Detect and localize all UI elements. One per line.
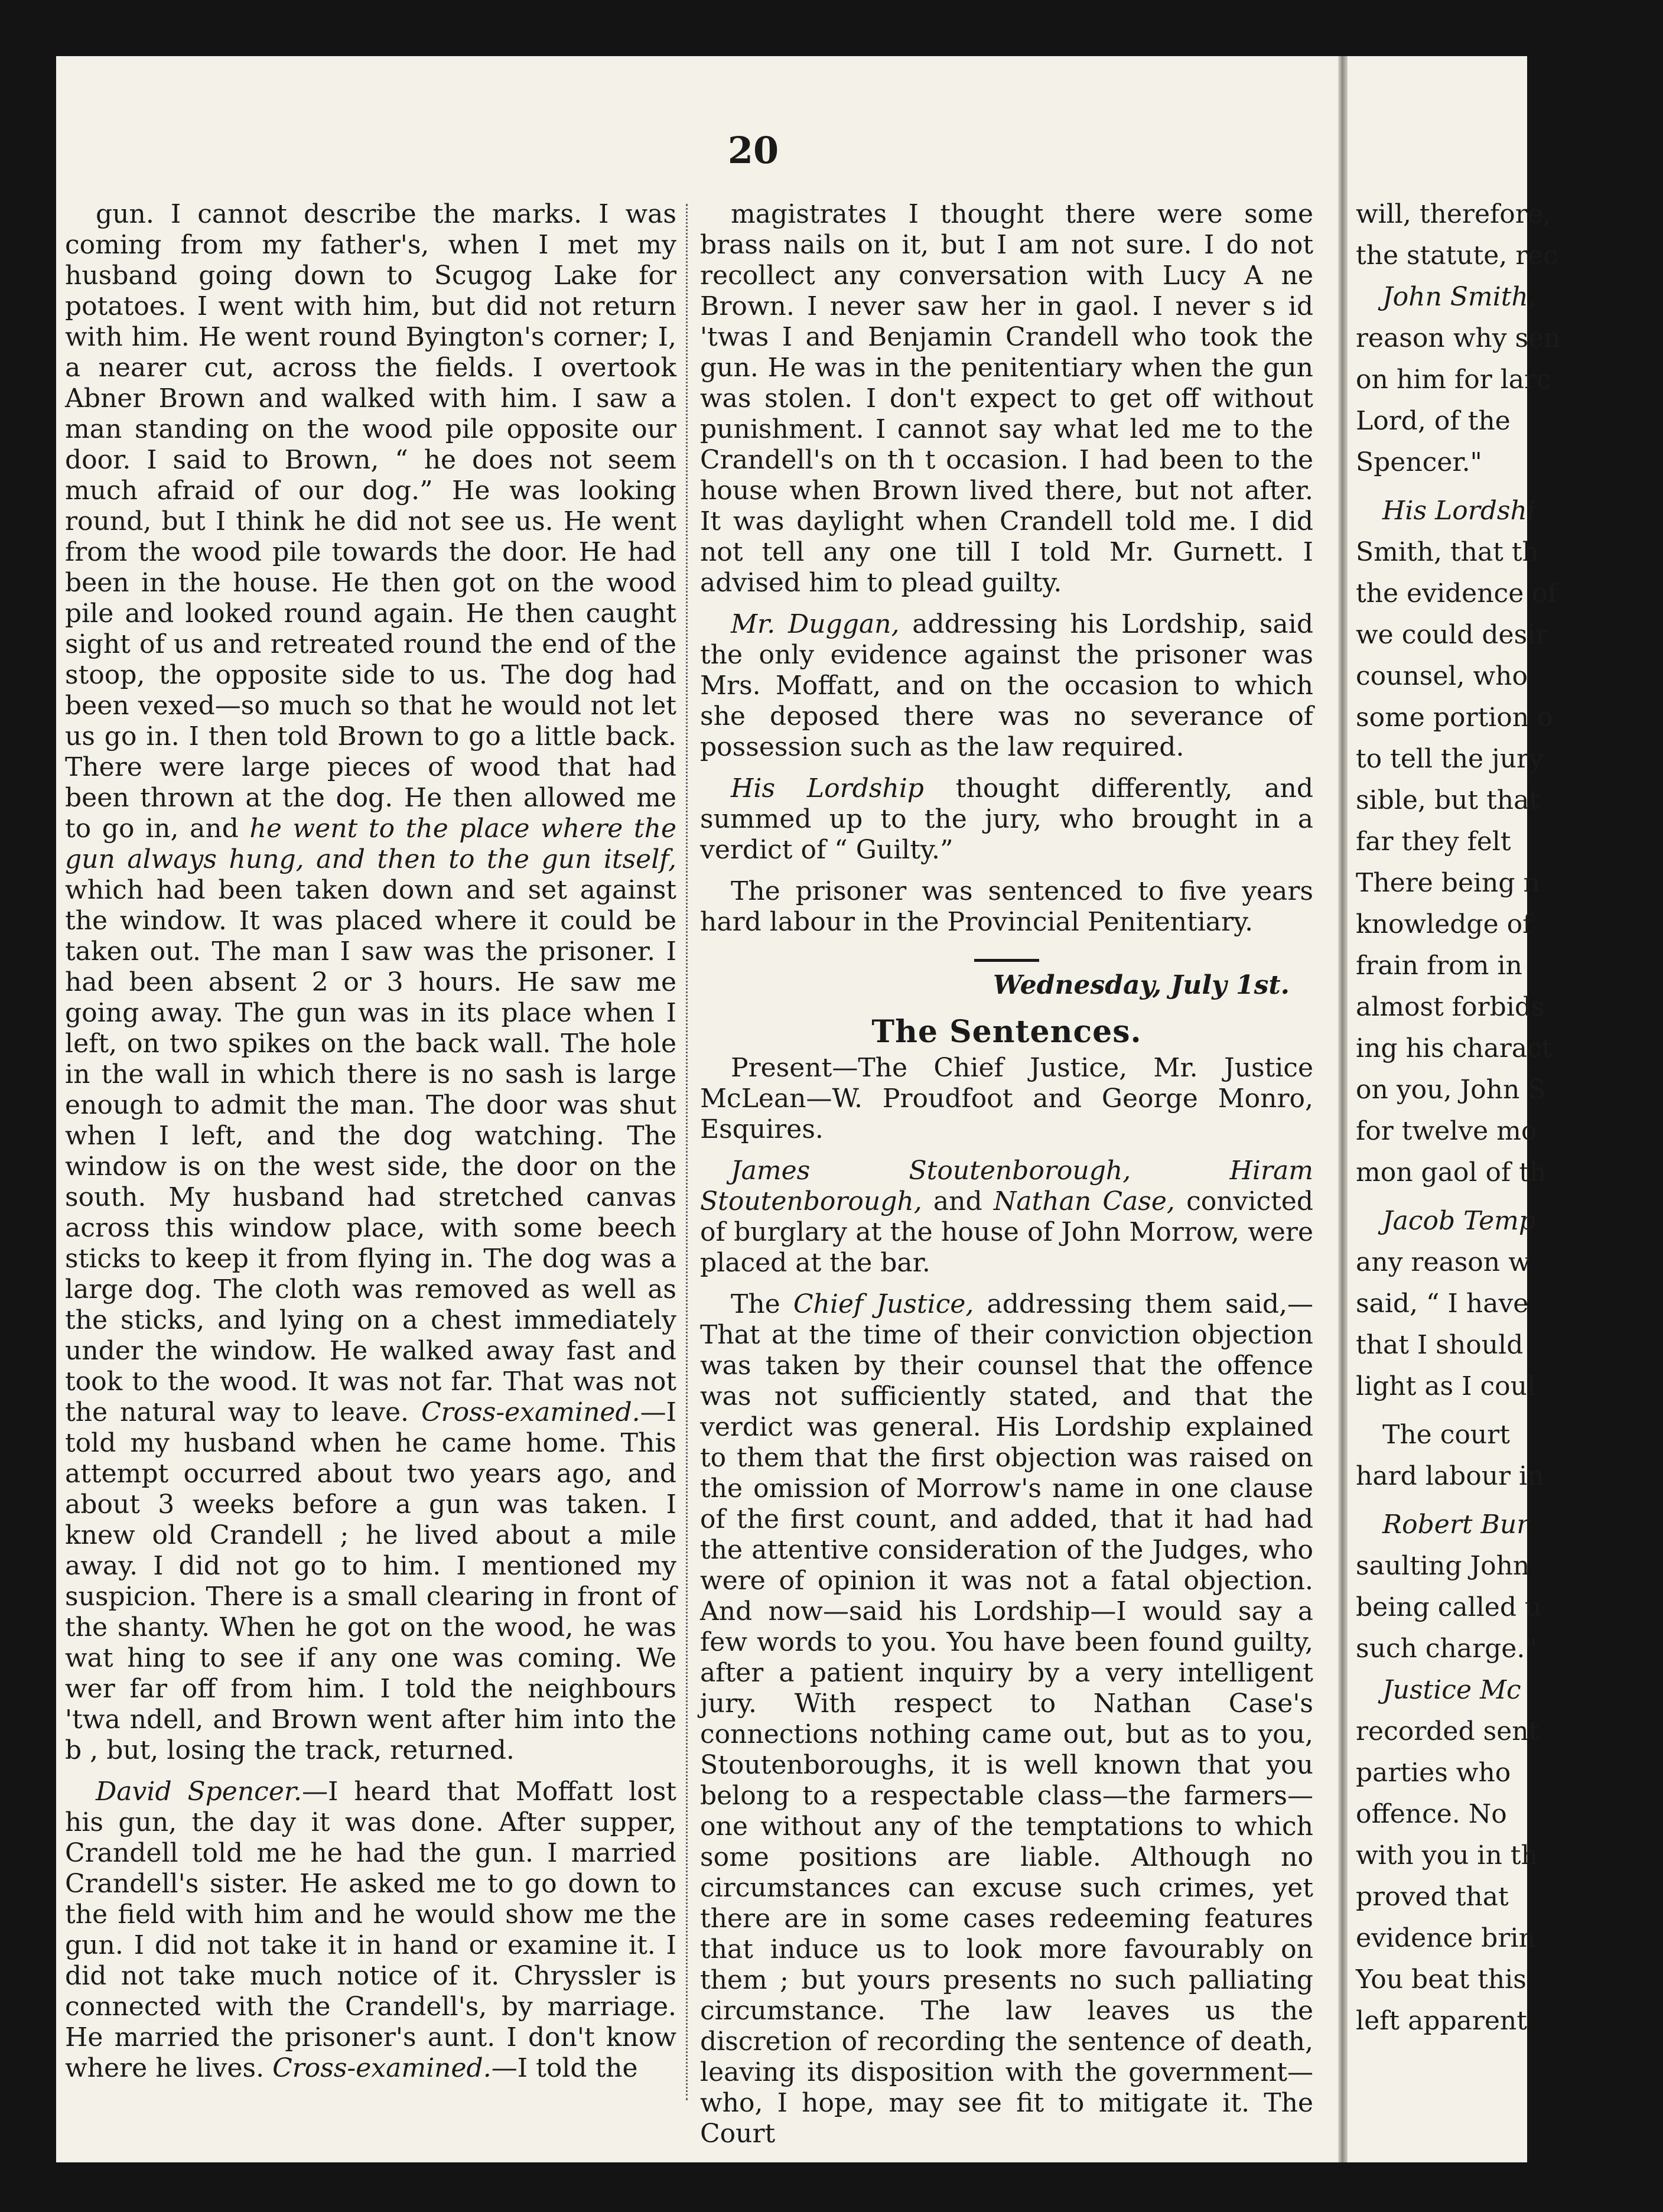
text-line: some portion o — [1356, 702, 1553, 733]
column-left — [65, 199, 676, 2107]
text-line: on you, John S — [1356, 1075, 1546, 1105]
text-line: sible, but that — [1356, 785, 1540, 815]
newspaper-page — [56, 56, 1561, 2162]
column-left-text — [65, 199, 676, 2084]
text-line: left apparent — [1356, 2006, 1527, 2036]
column-middle — [700, 199, 1313, 2149]
text-line: ing his charact — [1356, 1033, 1553, 1063]
text-line: The court — [1382, 1420, 1510, 1450]
text-line: reason why sen — [1356, 323, 1561, 353]
text-line: Robert Bur — [1382, 1510, 1529, 1540]
text-line: hard labour in — [1356, 1461, 1544, 1491]
section-heading: The Sentences. — [871, 1014, 1142, 1050]
page-number: 20 — [727, 129, 779, 172]
column-right-text — [1356, 199, 1663, 2037]
text-line: counsel, who — [1356, 661, 1528, 691]
text-line: almost forbids — [1356, 992, 1545, 1022]
text-line: Justice Mc — [1382, 1675, 1521, 1705]
text-line: knowledge of — [1356, 909, 1532, 939]
text-line: to tell the jury — [1356, 744, 1544, 774]
text-line: offence. No — [1356, 1799, 1507, 1829]
paragraph: Present—The Chief Justice, Mr. Justice McLean—W. Proudfoot and George Monro, Esquires. — [700, 1053, 1313, 1144]
paragraph: Mr. Duggan, addressing his Lordship, said the only evidence against the prisoner was Mrs. Moffatt, and on the occasion to which she deposed there was no severance of possession such as the law required. — [700, 609, 1313, 762]
text-line: Lord, of the — [1356, 406, 1511, 436]
paragraph: gun. I cannot describe the marks. I was coming from my father's, when I met my husband going down to Scugog Lake for potatoes. I went with him, but did not return with him. He went round Byington's corner; I, a nearer cut, across the fields. I overtook Abner Brown and walked with him. I saw a man standing on the wood pile opposite our door. I said to Brown, “ he does not seem much afraid of our dog.” He was looking round, but I think he did not see us. He went from the wood pile towards the door. He had been in the house. He then got on the wood pile and looked round again. He then caught sight of us and retreated round the end of the stoop, the opposite side to us. The dog had been vexed—so much so that he would not let us go in. I then told Brown to go a little back. There were large pieces of wood that had been thrown at the dog. He then allowed me to go in, and he went to the place where the gun always hung, and then to the gun itself, which had been taken down and set against the window. It was placed where it could be taken out. The man I saw was the prisoner. I had been absent 2 or 3 hours. He saw me going away. The gun was in its place when I left, on two spikes on the back wall. The hole in the wall in which there is no sash is large enough to admit the man. The door was shut when I left, and the dog watching. The window is on the west side, the door on the south. My husband had stretched canvas across this window place, with some beech sticks to keep it from flying in. The dog was a large dog. The cloth was removed as well as the sticks, and lying on a chest immediately under the window. He walked away fast and took to the wood. It was not far. That was not the natural way to leave. Cross-examined.—I told my husband when he came home. This attempt occurred about two years ago, and about 3 weeks before a gun was taken. I knew old Crandell ; he lived about a mile away. I did not go to him. I mentioned my suspicion. There is a small clearing in front of the shanty. When he got on the wood, he was wat hing to see if any one was coming. We wer far off from him. I told the neighbours 'twa ndell, and Brown went after him into the b , but, losing the track, returned. — [65, 199, 676, 1765]
section-rule — [974, 959, 1039, 962]
text-line: His Lordshi — [1382, 496, 1535, 526]
text-line: any reason w — [1356, 1247, 1531, 1277]
text-line: far they felt — [1356, 827, 1511, 857]
text-line: evidence brin — [1356, 1923, 1535, 1953]
text-line: Smith, that th — [1356, 537, 1539, 567]
paragraph: James Stoutenborough, Hiram Stoutenborough, and Nathan Case, convicted of burglary at the house of John Morrow, were placed at the bar. — [700, 1156, 1313, 1278]
text-line: for twelve mo — [1356, 1116, 1537, 1146]
text-line: There being n — [1356, 868, 1540, 898]
text-line: parties who — [1356, 1758, 1511, 1788]
text-line: light as I coul — [1356, 1371, 1536, 1401]
text-line: on him for larc — [1356, 365, 1551, 395]
page-gutter — [1338, 56, 1348, 2162]
text-line: such charge." — [1356, 1634, 1537, 1664]
text-line: the statute, rec — [1356, 240, 1558, 271]
text-line: John Smith, — [1382, 282, 1537, 312]
text-line: saulting John — [1356, 1551, 1530, 1581]
text-line: with you in th — [1356, 1840, 1538, 1871]
column-middle-text-bottom — [700, 1053, 1313, 2149]
paragraph: His Lordship thought differently, and summed up to the jury, who brought in a verdict of “ Guilty.” — [700, 773, 1313, 865]
text-line: proved that — [1356, 1882, 1509, 1912]
text-line: mon gaol of th — [1356, 1157, 1547, 1188]
column-right-cropped — [1356, 199, 1663, 2107]
text-line: said, “ I have — [1356, 1289, 1529, 1319]
text-line: that I should — [1356, 1330, 1524, 1360]
column-middle-text-top — [700, 199, 1313, 938]
text-line: Spencer." — [1356, 447, 1482, 477]
text-line: the evidence of — [1356, 578, 1557, 609]
text-line: being called u — [1356, 1592, 1542, 1622]
text-line: recorded sent — [1356, 1716, 1540, 1746]
paragraph: magistrates I thought there were some brass nails on it, but I am not sure. I do not recollect any conversation with Lucy A ne Brown. I never saw her in gaol. I never s id 'twas I and Benjamin Crandell who took the gun. He was in the penitentiary when the gun was stolen. I don't expect to get off without punishment. I cannot say what led me to the Crandell's on th t occasion. I had been to the house when Brown lived there, but not after. It was daylight when Crandell told me. I did not tell any one till I told Mr. Gurnett. I advised him to plead guilty. — [700, 199, 1313, 598]
paragraph: The prisoner was sentenced to five years hard labour in the Provincial Penitentiary. — [700, 876, 1313, 937]
text-line: frain from in — [1356, 951, 1522, 981]
date-line: Wednesday, July 1st. — [992, 970, 1290, 1000]
paragraph: The Chief Justice, addressing them said,— That at the time of their conviction objection was taken by their counsel that the offence was not sufficiently stated, and that the verdict was general. His Lordship explained to them that the first objection was raised on the omission of Morrow's name in one clause of the first count, and added, that it had had the attentive consideration of the Judges, who were of opinion it was not a fatal objection. And now—said his Lordship—I would say a few words to you. You have been found guilty, after a patient inquiry by a very intelligent jury. With respect to Nathan Case's connections nothing came out, but as to you, Stoutenboroughs, it is well known that you belong to a respectable class—the farmers—one without any of the temptations to which some positions are liable. Although no circumstances can excuse such crimes, yet there are in some cases redeeming features that induce us to look more favourably on them ; but yours presents no such palliating circumstance. The law leaves us the discretion of recording the sentence of death, leaving its disposition with the government—who, I hope, may see fit to mitigate it. The Court — [700, 1289, 1313, 2149]
paragraph: David Spencer.—I heard that Moffatt lost his gun, the day it was done. After supper, Crandell told me he had the gun. I married Crandell's sister. He asked me to go down to the field with him and he would show me the gun. I did not take it in hand or examine it. I did not take much notice of it. Chryssler is connected with the Crandell's, by marriage. He married the prisoner's aunt. I don't know where he lives. Cross-examined.—I told the — [65, 1777, 676, 2083]
text-line: we could desir — [1356, 620, 1548, 650]
column-divider — [686, 204, 688, 2100]
text-line: You beat this — [1356, 1964, 1527, 1995]
text-line: will, therefore, — [1356, 199, 1551, 229]
text-line: Jacob Temp — [1382, 1206, 1536, 1236]
